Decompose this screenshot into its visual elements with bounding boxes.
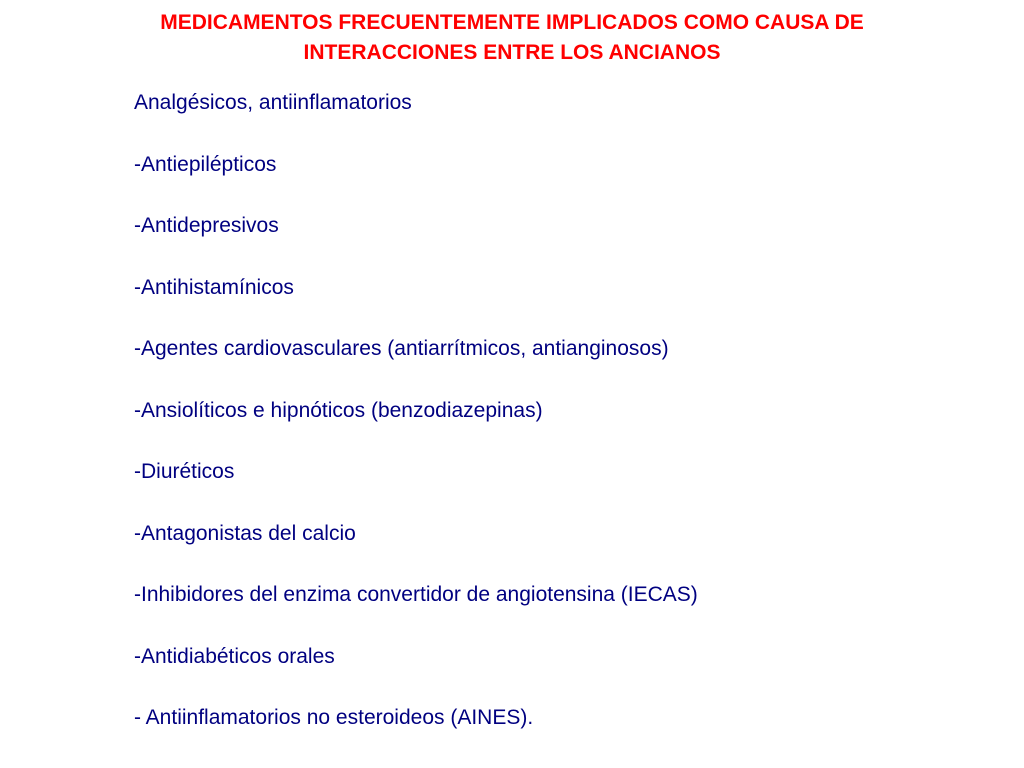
list-item: -Antidiabéticos orales (134, 644, 335, 668)
list-item: -Diuréticos (134, 460, 235, 483)
list-item: -Antihistamínicos (134, 275, 294, 299)
list-item: -Ansiolíticos e hipnóticos (benzodiazepinas) (134, 398, 543, 422)
slide-title-line-2: INTERACCIONES ENTRE LOS ANCIANOS (303, 41, 721, 64)
list-item: - Antiinflamatorios no esteroideos (AINES). (134, 706, 534, 729)
medication-list (134, 88, 698, 765)
list-item: Analgésicos, antiinflamatorios (134, 91, 412, 114)
list-item: -Antagonistas del calcio (134, 521, 356, 545)
slide-title (0, 8, 1024, 68)
list-item: -Antiepilépticos (134, 152, 277, 176)
list-item: -Agentes cardiovasculares (antiarrítmicos, antianginosos) (134, 337, 669, 360)
list-item: -Inhibidores del enzima convertidor de angiotensina (IECAS) (134, 583, 698, 606)
slide-title-line-1: MEDICAMENTOS FRECUENTEMENTE IMPLICADOS COMO CAUSA DE (160, 11, 864, 34)
list-item: -Antidepresivos (134, 214, 279, 237)
